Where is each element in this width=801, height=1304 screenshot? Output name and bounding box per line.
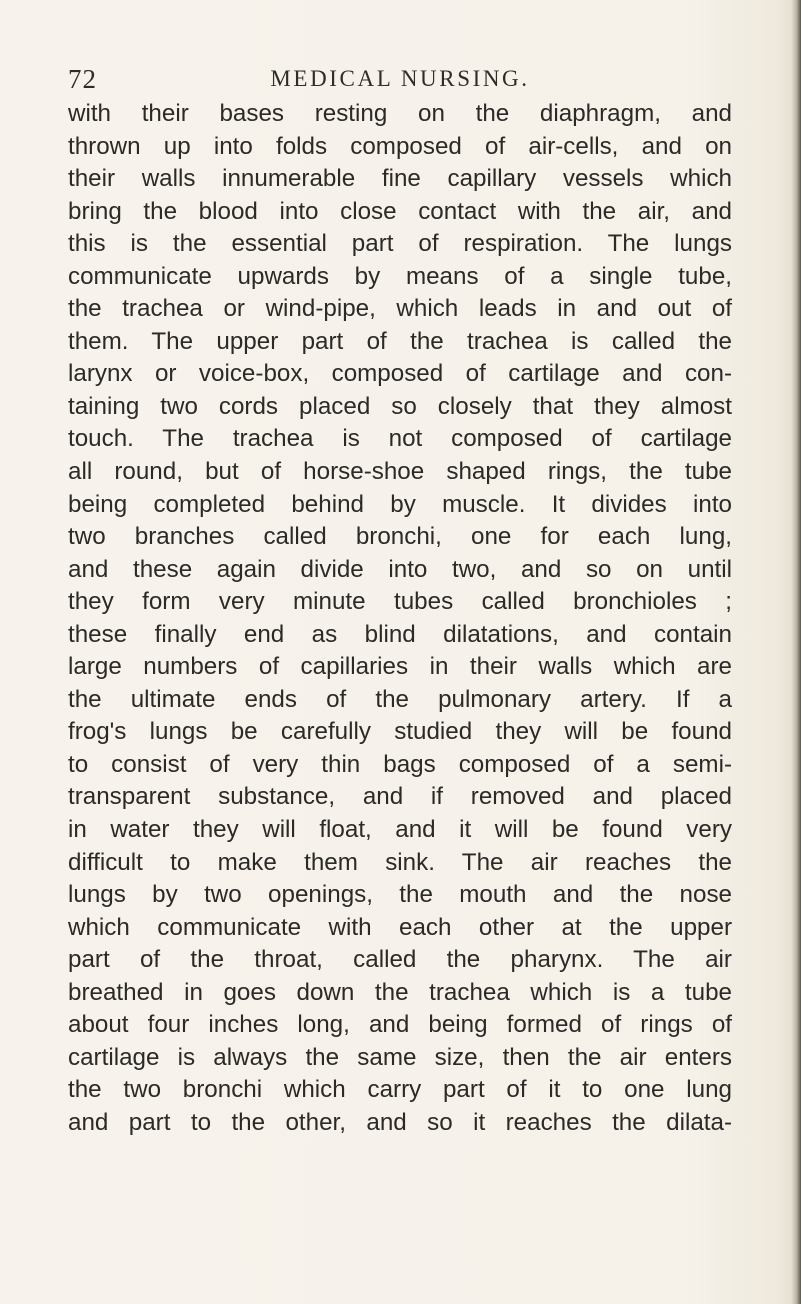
text-line: difficult to make them sink. The air reaches the xyxy=(68,848,732,876)
text-line: large numbers of capillaries in their walls which are xyxy=(68,653,732,681)
text-line: in water they will float, and it will be found very xyxy=(68,816,732,844)
text-line: and part to the other, and so it reaches the dilata- xyxy=(68,1108,732,1136)
text-line: all round, but of horse-shoe shaped rings, the tube xyxy=(68,458,732,486)
running-head: MEDICAL NURSING. xyxy=(270,66,530,91)
text-line: communicate upwards by means of a single tube, xyxy=(68,262,732,290)
text-line: being completed behind by muscle. It divides into xyxy=(68,490,732,518)
text-line: about four inches long, and being formed of rings of xyxy=(68,1011,732,1039)
text-line: taining two cords placed so closely that they almost xyxy=(68,392,732,420)
text-line: this is the essential part of respiration. The lungs xyxy=(68,230,732,258)
text-line: with their bases resting on the diaphragm, and xyxy=(68,100,732,127)
text-line: the trachea or wind-pipe, which leads in and out of xyxy=(68,295,732,323)
text-line: to consist of very thin bags composed of a semi- xyxy=(68,750,732,778)
page-number: 72 xyxy=(68,64,97,94)
page-edge-shadow xyxy=(791,0,801,1304)
text-line: larynx or voice-box, composed of cartilage and con- xyxy=(68,360,732,388)
text-line: transparent substance, and if removed and placed xyxy=(68,783,732,811)
text-line: their walls innumerable fine capillary vessels which xyxy=(68,165,732,193)
text-line: and these again divide into two, and so on until xyxy=(68,555,732,583)
text-line: bring the blood into close contact with the air, and xyxy=(68,197,732,225)
text-line: the ultimate ends of the pulmonary artery. If a xyxy=(68,685,732,713)
text-line: these finally end as blind dilatations, and contain xyxy=(68,620,732,648)
text-line: part of the throat, called the pharynx. The air xyxy=(68,946,732,974)
text-line: touch. The trachea is not composed of cartilage xyxy=(68,425,732,453)
text-line: them. The upper part of the trachea is called the xyxy=(68,327,732,355)
text-line: two branches called bronchi, one for each lung, xyxy=(68,523,732,551)
text-line: lungs by two openings, the mouth and the nose xyxy=(68,881,732,909)
body-text xyxy=(68,98,732,1140)
text-line: breathed in goes down the trachea which is a tube xyxy=(68,978,732,1006)
text-line: frog's lungs be carefully studied they will be found xyxy=(68,718,732,746)
text-line: thrown up into folds composed of air-cells, and on xyxy=(68,132,732,160)
text-line: the two bronchi which carry part of it to one lung xyxy=(68,1076,732,1104)
text-line: which communicate with each other at the upper xyxy=(68,913,732,941)
text-line: they form very minute tubes called bronchioles ; xyxy=(68,588,732,616)
text-line: cartilage is always the same size, then the air enters xyxy=(68,1043,732,1071)
